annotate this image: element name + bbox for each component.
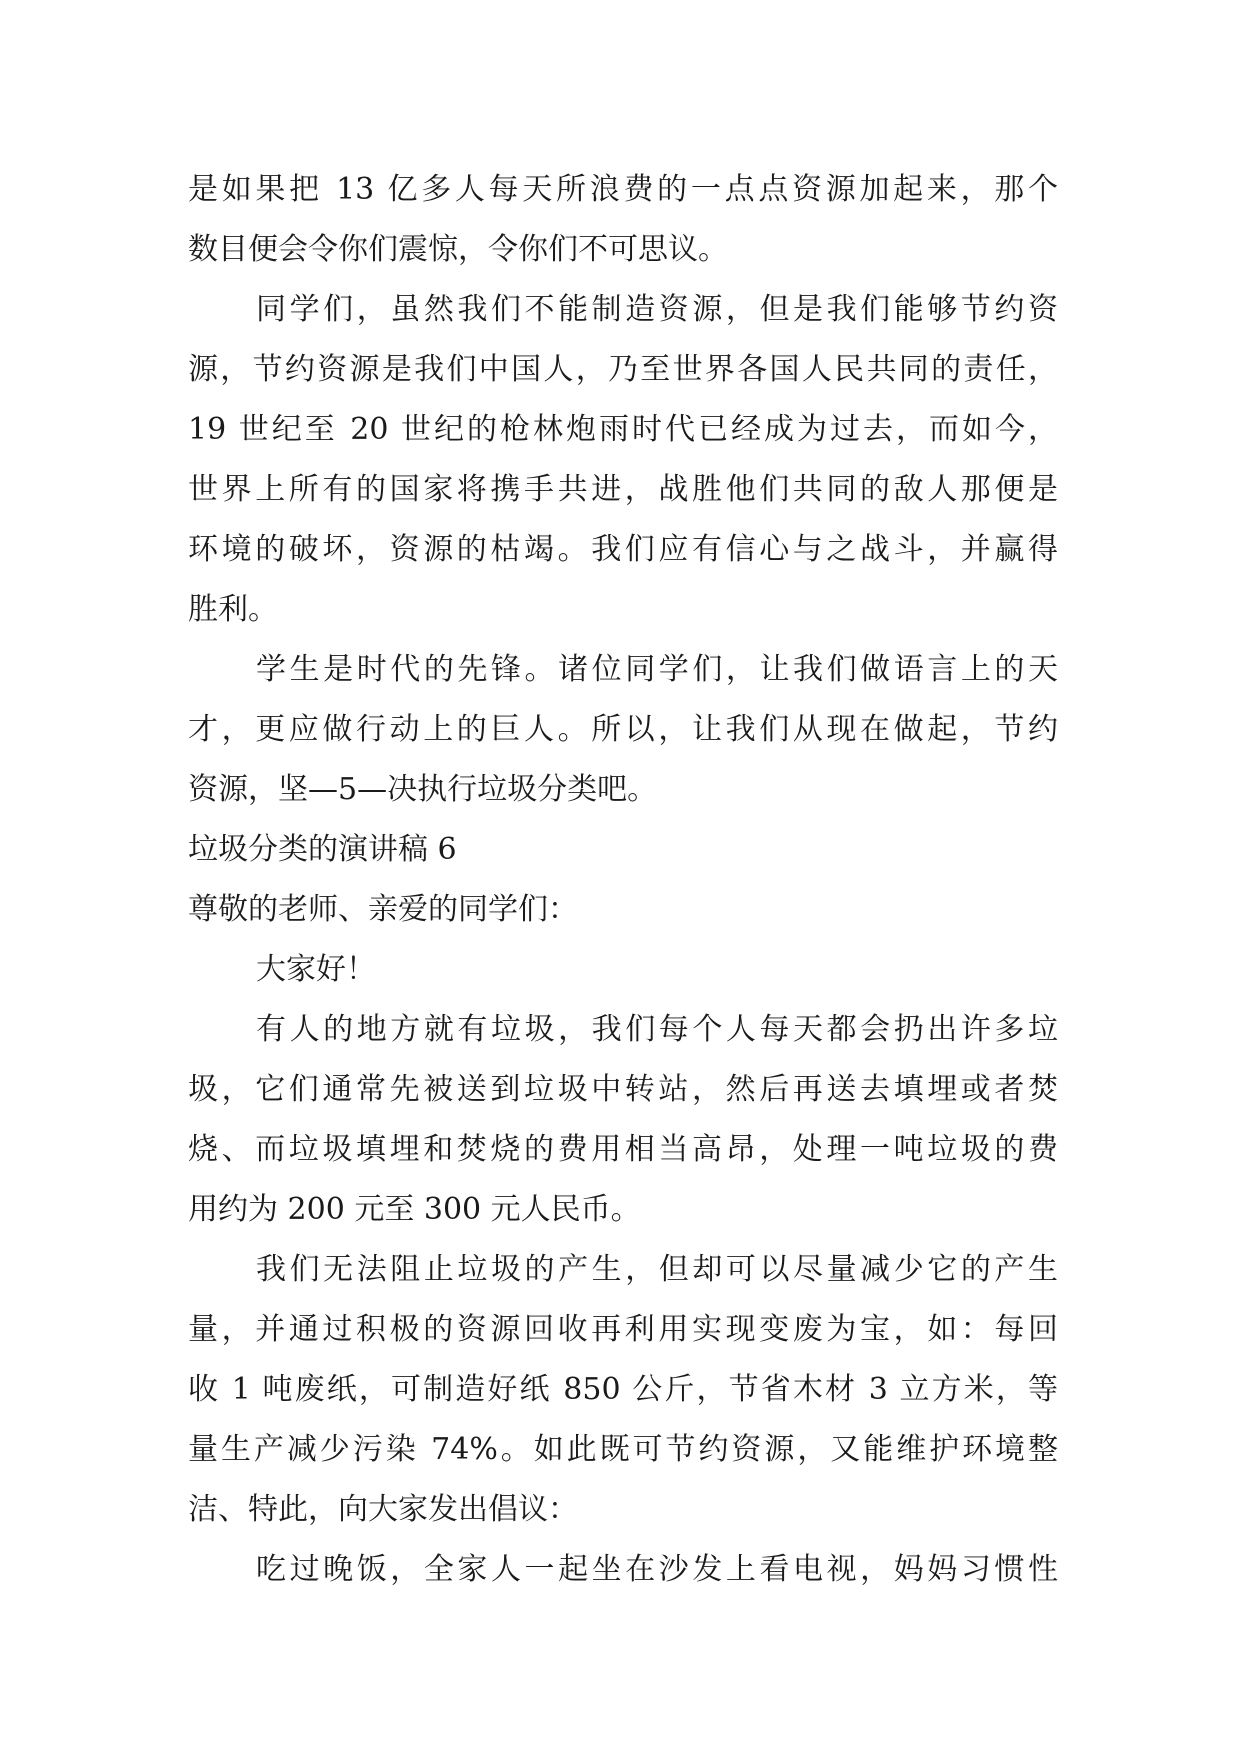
text-line: 胜利。 [188,592,278,627]
text-line: 才，更应做行动上的巨人。所以，让我们从现在做起，节约 [188,712,1058,747]
text-line: 19 世纪至 20 世纪的枪林炮雨时代已经成为过去，而如今， [188,412,1058,447]
text-line: 量生产减少污染 74%。如此既可节约资源，又能维护环境整 [188,1432,1058,1467]
text-line: 圾，它们通常先被送到垃圾中转站，然后再送去填埋或者焚 [188,1072,1058,1107]
text-line: 数目便会令你们震惊，令你们不可思议。 [188,232,728,267]
text-line: 资源，坚—5—决执行垃圾分类吧。 [188,772,658,807]
greeting: 大家好！ [256,952,376,987]
paragraph-first-line: 同学们，虽然我们不能制造资源，但是我们能够节约资 [256,292,1058,327]
paragraph-first-line: 吃过晚饭，全家人一起坐在沙发上看电视，妈妈习惯性 [256,1552,1058,1587]
text-line: 环境的破坏，资源的枯竭。我们应有信心与之战斗，并赢得 [188,532,1058,567]
text-line: 用约为 200 元至 300 元人民币。 [188,1192,641,1227]
text-line: 量，并通过积极的资源回收再利用实现变废为宝，如：每回 [188,1312,1058,1347]
paragraph-first-line: 有人的地方就有垃圾，我们每个人每天都会扔出许多垃 [256,1012,1058,1047]
text-line: 洁、特此，向大家发出倡议： [188,1492,578,1527]
text-line: 源，节约资源是我们中国人，乃至世界各国人民共同的责任， [188,352,1058,387]
text-line: 收 1 吨废纸，可制造好纸 850 公斤，节省木材 3 立方米，等 [188,1372,1058,1407]
text-line: 烧、而垃圾填埋和焚烧的费用相当高昂，处理一吨垃圾的费 [188,1132,1058,1167]
paragraph-first-line: 学生是时代的先锋。诸位同学们，让我们做语言上的天 [256,652,1058,687]
document-body [188,160,1058,1600]
section-heading: 垃圾分类的演讲稿 6 [188,832,457,867]
salutation: 尊敬的老师、亲爱的同学们： [188,892,578,927]
paragraph-first-line: 我们无法阻止垃圾的产生，但却可以尽量减少它的产生 [256,1252,1058,1287]
text-line: 是如果把 13 亿多人每天所浪费的一点点资源加起来，那个 [188,172,1058,207]
text-line: 世界上所有的国家将携手共进，战胜他们共同的敌人那便是 [188,472,1058,507]
